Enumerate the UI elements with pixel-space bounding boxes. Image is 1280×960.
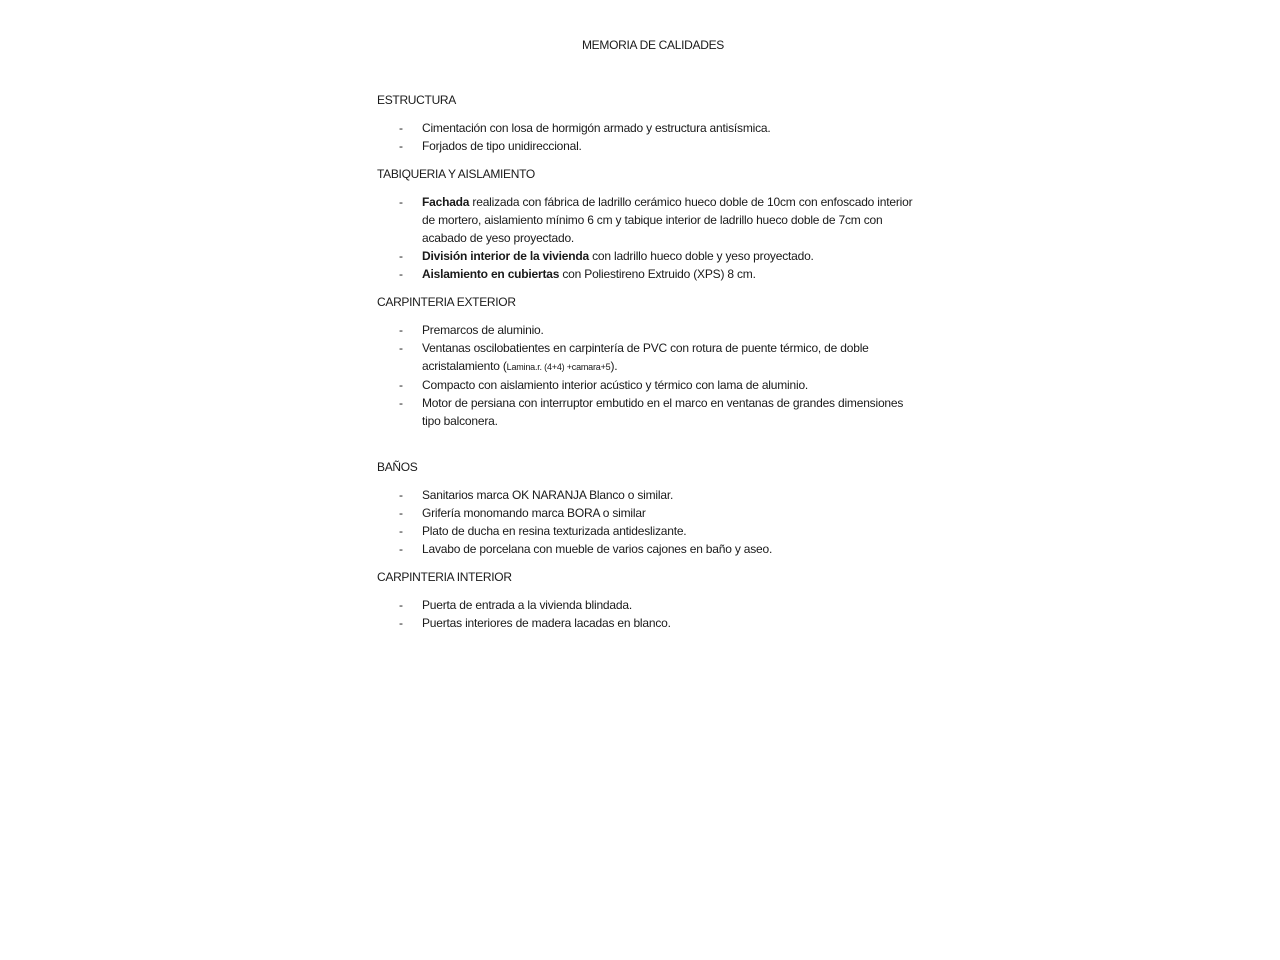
item-list	[377, 321, 917, 430]
list-item: - Puerta de entrada a la vivienda blindada.	[377, 596, 917, 614]
item-list	[377, 596, 917, 632]
list-item: - Fachada realizada con fábrica de ladrillo cerámico hueco doble de 10cm con enfoscado interior de mortero, aislamiento mínimo 6 cm y tabique interior de ladrillo hueco doble de 7cm con acabado de yeso proyectado.	[377, 193, 917, 247]
item-list	[377, 193, 917, 283]
section-tabiqueria	[377, 165, 917, 283]
list-item: - Ventanas oscilobatientes en carpintería de PVC con rotura de puente térmico, de doble acristalamiento (Lamina.r. (4+4) +camara+5).	[377, 339, 917, 376]
document-page	[377, 36, 917, 642]
section-estructura	[377, 91, 917, 155]
glazing-spec: Lamina.r. (4+4) +camara+5	[506, 362, 611, 372]
item-list	[377, 486, 917, 558]
list-item: - Puertas interiores de madera lacadas en blanco.	[377, 614, 917, 632]
section-heading: CARPINTERIA INTERIOR	[377, 570, 512, 584]
section-heading: TABIQUERIA Y AISLAMIENTO	[377, 167, 535, 181]
list-item: - Grifería monomando marca BORA o similar	[377, 504, 917, 522]
section-carpinteria-interior	[377, 568, 917, 632]
section-heading: CARPINTERIA EXTERIOR	[377, 295, 516, 309]
item-list	[377, 119, 917, 155]
spacer	[377, 440, 917, 458]
list-item: - Aislamiento en cubiertas con Poliestireno Extruido (XPS) 8 cm.	[377, 265, 917, 283]
item-bold-term: Aislamiento en cubiertas	[422, 267, 560, 281]
item-bold-term: División interior de la vivienda	[422, 249, 589, 263]
list-item: - Cimentación con losa de hormigón armado y estructura antisísmica.	[377, 119, 917, 137]
list-item: - Forjados de tipo unidireccional.	[377, 137, 917, 155]
list-item: - Motor de persiana con interruptor embutido en el marco en ventanas de grandes dimensiones tipo balconera.	[377, 394, 917, 430]
list-item: - Sanitarios marca OK NARANJA Blanco o similar.	[377, 486, 917, 504]
section-carpinteria-exterior	[377, 293, 917, 430]
document-title: MEMORIA DE CALIDADES	[581, 38, 725, 52]
list-item: - Plato de ducha en resina texturizada antideslizante.	[377, 522, 917, 540]
list-item: - Lavabo de porcelana con mueble de varios cajones en baño y aseo.	[377, 540, 917, 558]
section-banos	[377, 458, 917, 558]
list-item: - División interior de la vivienda con ladrillo hueco doble y yeso proyectado.	[377, 247, 917, 265]
list-item: - Compacto con aislamiento interior acústico y térmico con lama de aluminio.	[377, 376, 917, 394]
item-bold-term: Fachada	[422, 195, 470, 209]
section-heading: ESTRUCTURA	[377, 93, 457, 107]
list-item: - Premarcos de aluminio.	[377, 321, 917, 339]
section-heading: BAÑOS	[377, 460, 418, 474]
